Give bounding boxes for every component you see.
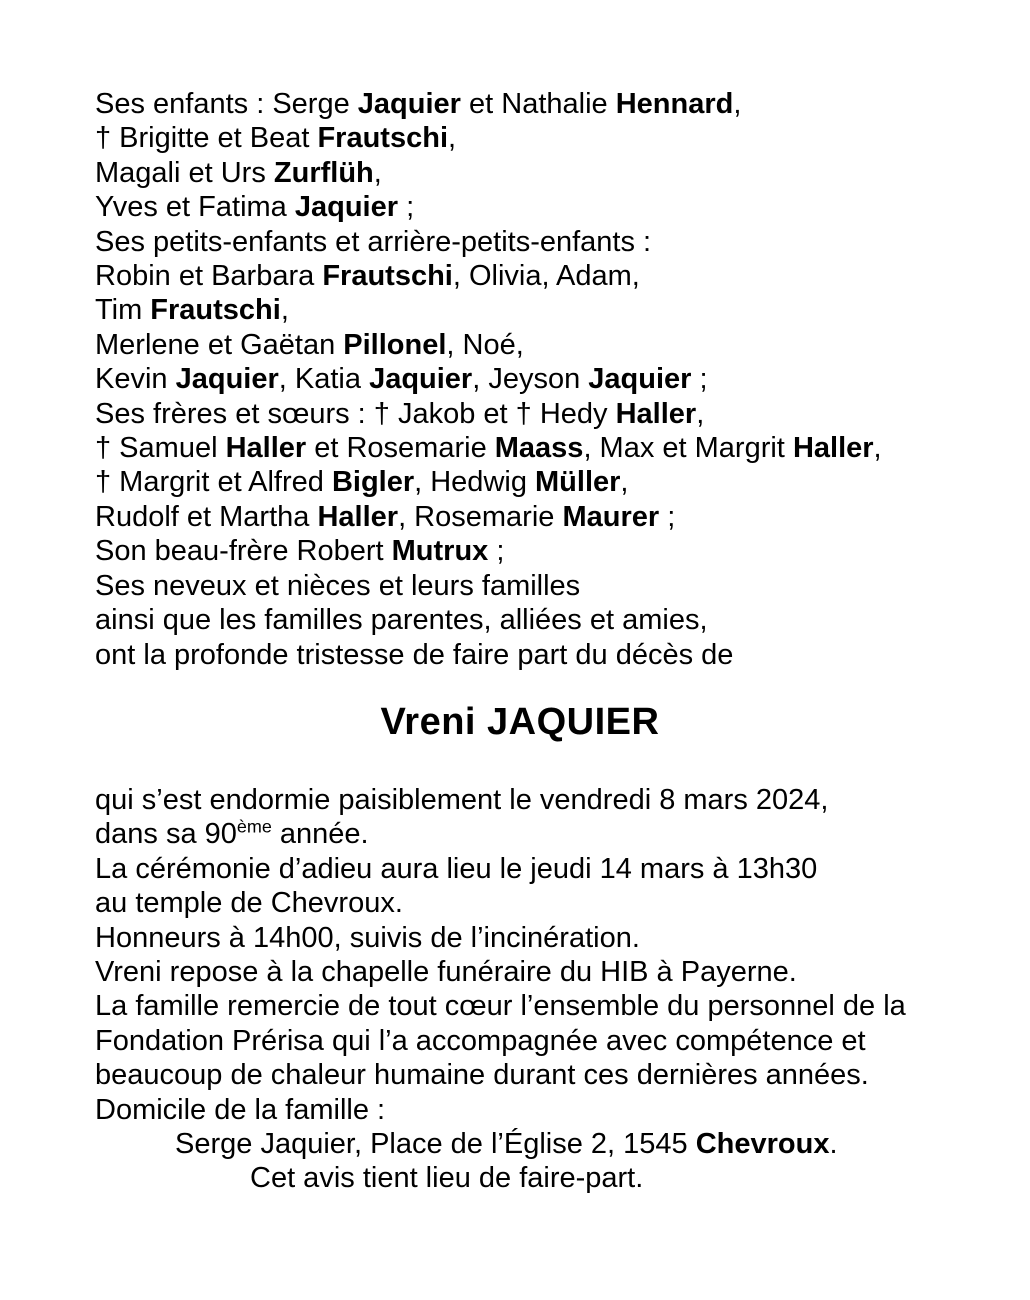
text-run: ,: [280, 294, 289, 327]
text-run: Domicile de la famille :: [95, 1093, 386, 1126]
text-run: Robin et Barbara: [95, 260, 323, 293]
text-run: ainsi que les familles parentes, alliées et amies,: [95, 604, 708, 637]
family-name-text: Chevroux: [695, 1127, 830, 1160]
family-name-text: Haller: [225, 432, 307, 465]
family-name-text: Jaquier: [175, 363, 279, 396]
text-run: , Olivia, Adam,: [452, 260, 640, 293]
family-line: [95, 534, 945, 568]
text-run: beaucoup de chaleur humaine durant ces dernières années.: [95, 1059, 869, 1092]
family-line: [95, 569, 945, 603]
text-run: année.: [271, 818, 369, 851]
family-list: [95, 87, 945, 672]
family-name-text: Zurflüh: [273, 156, 374, 189]
text-run: ,: [373, 156, 382, 189]
family-name-text: Frautschi: [317, 122, 448, 155]
family-line: [95, 431, 945, 465]
family-name-text: Frautschi: [322, 260, 453, 293]
body-line: [95, 852, 945, 886]
family-name-text: Maurer: [562, 500, 660, 533]
text-run: , Katia: [278, 363, 370, 396]
text-run: Kevin: [95, 363, 176, 396]
announcement-details: [95, 783, 945, 1196]
body-line: [95, 921, 945, 955]
body-line: [95, 817, 945, 851]
family-name-text: Jaquier: [357, 88, 461, 120]
body-line: [95, 1024, 945, 1058]
body-line: [95, 1093, 945, 1127]
family-name-text: Jaquier: [294, 191, 399, 224]
deceased-name: Vreni JAQUIER: [380, 700, 660, 743]
family-name-text: Jaquier: [369, 363, 473, 396]
text-run: , Jeyson: [472, 363, 589, 396]
family-name-text: Mutrux: [391, 535, 489, 568]
text-run: Son beau-frère Robert: [95, 535, 392, 568]
family-name-text: Maass: [494, 432, 584, 465]
family-line: [95, 638, 945, 672]
text-run: , Hedwig: [414, 466, 536, 499]
text-run: .: [829, 1127, 838, 1160]
text-run: Ses neveux et nièces et leurs familles: [95, 569, 581, 602]
family-name-text: Jaquier: [588, 363, 692, 396]
text-run: † Brigitte et Beat: [95, 122, 318, 155]
text-run: Honneurs à 14h00, suivis de l’incinération.: [95, 921, 640, 954]
text-run: ,: [448, 122, 457, 155]
text-run: ;: [398, 191, 415, 224]
text-run: ,: [620, 466, 629, 499]
text-run: Ses petits-enfants et arrière-petits-enfants :: [95, 225, 652, 258]
family-name-text: Frautschi: [150, 294, 281, 327]
family-name-text: Hennard: [615, 88, 734, 120]
text-run: , Max et Margrit: [583, 432, 793, 465]
text-run: La famille remercie de tout cœur l’ensemble du personnel de la: [95, 990, 906, 1023]
text-run: ;: [659, 500, 676, 533]
text-run: Ses frères et sœurs : † Jakob et † Hedy: [95, 397, 616, 430]
text-run: au temple de Chevroux.: [95, 887, 403, 920]
family-line: [95, 121, 945, 155]
family-name-text: Müller: [535, 466, 621, 499]
family-line: [95, 500, 945, 534]
text-run: qui s’est endormie paisiblement le vendredi 8 mars 2024,: [95, 783, 829, 816]
family-line: [95, 259, 945, 293]
body-line: [95, 783, 945, 817]
text-run: Rudolf et Martha: [95, 500, 318, 533]
text-run: La cérémonie d’adieu aura lieu le jeudi 14 mars à 13h30: [95, 852, 818, 885]
text-run: † Samuel: [95, 432, 226, 465]
text-run: dans sa 90: [95, 818, 237, 851]
text-run: ,: [696, 397, 705, 430]
family-name-text: Haller: [615, 397, 697, 430]
family-line: [95, 603, 945, 637]
text-run: Yves et Fatima: [95, 191, 295, 224]
body-line: [95, 1161, 945, 1195]
text-run: ;: [691, 363, 708, 396]
family-name-text: Haller: [317, 500, 399, 533]
text-run: Merlene et Gaëtan: [95, 328, 344, 361]
body-line: [95, 989, 945, 1023]
family-line: [95, 328, 945, 362]
family-line: [95, 87, 945, 121]
text-run: ;: [488, 535, 505, 568]
text-run: Serge Jaquier, Place de l’Église 2, 1545: [175, 1127, 696, 1160]
text-run: Ses enfants : Serge: [95, 88, 358, 120]
text-run: Fondation Prérisa qui l’a accompagnée avec compétence et: [95, 1024, 866, 1057]
text-run: et Rosemarie: [306, 432, 495, 465]
body-line: [95, 1058, 945, 1092]
family-line: [95, 156, 945, 190]
family-name-text: Bigler: [331, 466, 415, 499]
text-run: Tim: [95, 294, 151, 327]
family-name-text: Haller: [792, 432, 874, 465]
family-line: [95, 190, 945, 224]
body-line: [95, 886, 945, 920]
family-line: [95, 397, 945, 431]
text-run: , Noé,: [446, 328, 524, 361]
text-run: Vreni repose à la chapelle funéraire du HIB à Payerne.: [95, 955, 797, 988]
text-run: ,: [733, 88, 742, 120]
text-run: ,: [873, 432, 882, 465]
family-name-text: Pillonel: [343, 328, 447, 361]
text-run: , Rosemarie: [398, 500, 563, 533]
text-run: † Margrit et Alfred: [95, 466, 332, 499]
text-run: ont la profonde tristesse de faire part du décès de: [95, 638, 734, 671]
ordinal-suffix-text: ème: [236, 816, 272, 837]
text-run: Magali et Urs: [95, 156, 274, 189]
body-line: [95, 1127, 945, 1161]
family-line: [95, 225, 945, 259]
text-run: et Nathalie: [460, 88, 616, 120]
family-line: [95, 465, 945, 499]
family-line: [95, 362, 945, 396]
text-run: Cet avis tient lieu de faire-part.: [250, 1162, 644, 1195]
family-line: [95, 293, 945, 327]
body-line: [95, 955, 945, 989]
